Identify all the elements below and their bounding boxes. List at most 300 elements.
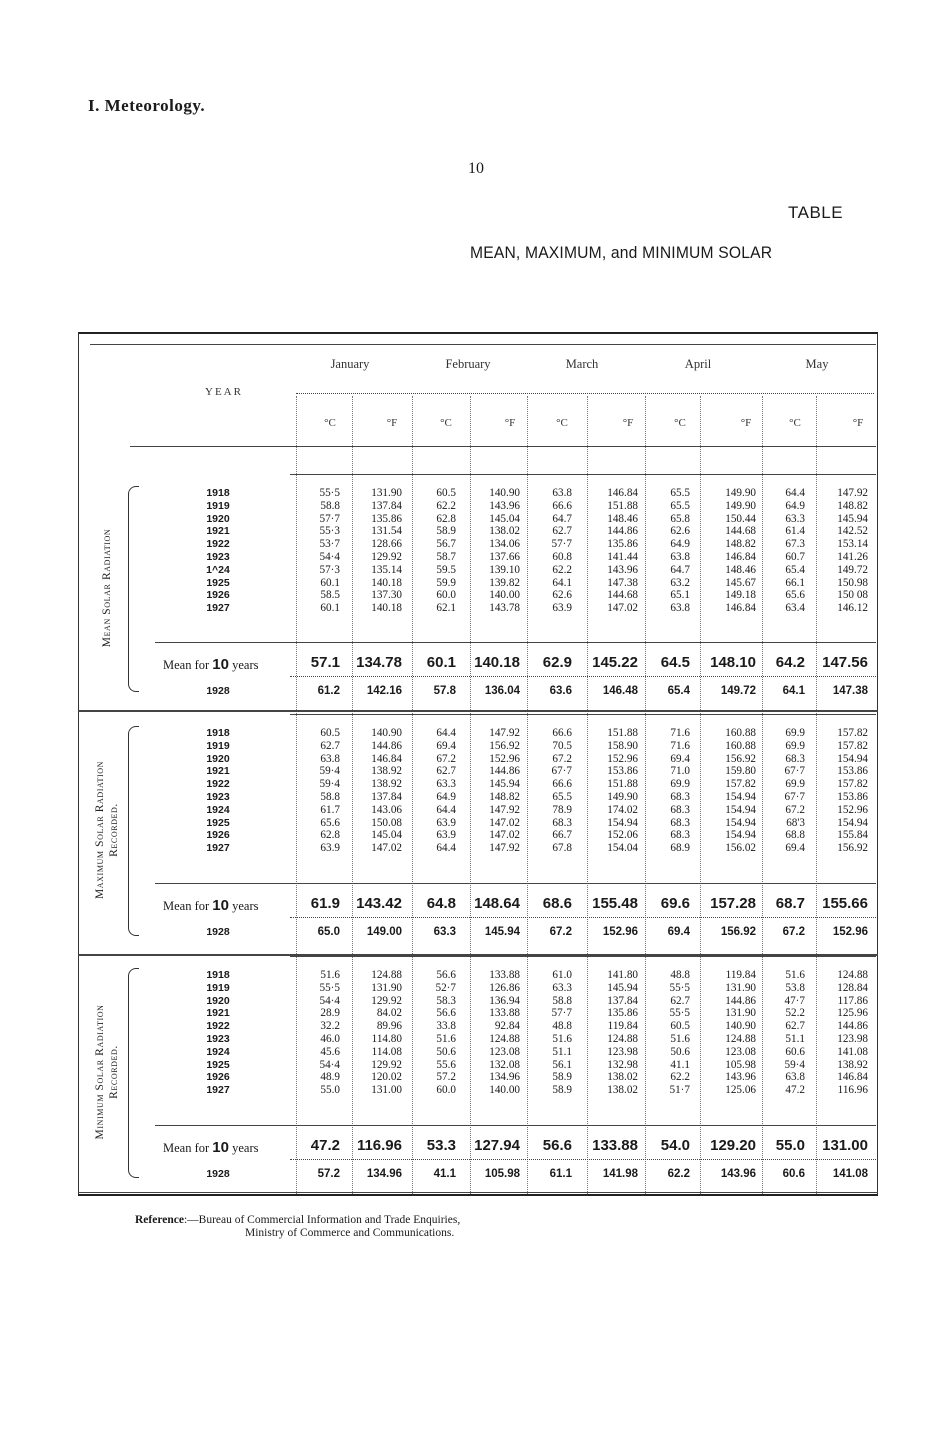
mean-label — [163, 656, 258, 673]
value-cell: 68.3 — [670, 791, 690, 803]
value-cell: 140.90 — [371, 727, 402, 739]
value-cell: 58.5 — [320, 589, 340, 602]
value-cell: 63.8 — [320, 752, 340, 765]
value-cell: 145.04 — [489, 512, 520, 525]
value-cell: 119.84 — [607, 1020, 638, 1033]
value-cell: 51.6 — [436, 1033, 456, 1045]
mean-label-prefix: Mean for — [163, 658, 210, 672]
value-cell: 67.2 — [782, 926, 805, 938]
value-cell: 117.86 — [837, 994, 868, 1007]
year-1928-row — [0, 926, 941, 939]
month-header: March — [565, 357, 599, 371]
year-cell: 1925 — [206, 816, 230, 829]
value-cell: 147.02 — [371, 842, 402, 855]
mean-row — [0, 1137, 941, 1156]
value-cell: 146.48 — [602, 685, 638, 697]
value-cell: 124.88 — [607, 1033, 638, 1045]
mean-value-cell: 69.6 — [660, 895, 690, 912]
value-cell: 140.00 — [489, 1084, 520, 1097]
value-cell: 56.1 — [552, 1058, 572, 1071]
mean-value-cell: 64.2 — [775, 654, 805, 671]
value-cell: 124.88 — [489, 1033, 520, 1045]
value-cell: 145.94 — [489, 778, 520, 791]
value-cell: 67·7 — [784, 765, 805, 778]
value-cell: 120.02 — [371, 1071, 402, 1084]
value-cell: 154.94 — [725, 803, 756, 816]
value-cell: 60.6 — [785, 1045, 805, 1058]
value-cell: 68.3 — [670, 829, 690, 842]
value-cell: 128.84 — [837, 981, 868, 994]
value-cell: 56.7 — [436, 538, 456, 551]
value-cell: 62.8 — [320, 829, 340, 842]
value-cell: 69.9 — [670, 778, 690, 791]
value-cell: 157.82 — [837, 778, 868, 791]
value-cell: 154.94 — [837, 752, 868, 765]
value-cell: 67.3 — [785, 538, 805, 551]
value-cell: 69.9 — [785, 739, 805, 752]
year-cell: 1922 — [206, 778, 230, 791]
value-cell: 62.6 — [670, 525, 690, 538]
value-cell: 60.8 — [552, 551, 572, 563]
mean-value-cell: 60.1 — [426, 654, 456, 671]
mean-value-cell: 131.00 — [822, 1137, 868, 1154]
value-cell: 141.80 — [607, 969, 638, 981]
value-cell: 157.82 — [837, 739, 868, 752]
year-cell: 1919 — [206, 499, 230, 512]
year-cell: 1928 — [206, 1168, 230, 1180]
reference-line-1: :—Bureau of Commercial Information and Trade Enquiries, — [183, 1214, 461, 1226]
value-cell: 48.8 — [552, 1020, 572, 1033]
value-cell: 147.92 — [489, 803, 520, 816]
value-cell: 137.66 — [489, 551, 520, 563]
value-cell: 135.14 — [371, 563, 402, 576]
section-top-rule — [290, 714, 876, 715]
value-cell: 138.92 — [371, 765, 402, 778]
value-cell: 135.86 — [607, 538, 638, 551]
value-cell: 66.7 — [552, 829, 572, 842]
mean-value-cell: 57.1 — [310, 654, 340, 671]
value-cell: 64.1 — [552, 576, 572, 589]
table-row — [0, 970, 941, 981]
table-row — [0, 501, 941, 512]
value-cell: 137.84 — [371, 791, 402, 803]
value-cell: 68'3 — [786, 816, 805, 829]
year-cell: 1924 — [206, 1045, 230, 1058]
table-row — [0, 603, 941, 614]
value-cell: 136.04 — [484, 685, 520, 697]
value-cell: 51.6 — [670, 1033, 690, 1045]
value-cell: 136.94 — [489, 994, 520, 1007]
value-cell: 57.8 — [433, 685, 456, 697]
mean-value-cell: 140.18 — [474, 654, 520, 671]
month-header: May — [805, 357, 829, 371]
table-row — [0, 1008, 941, 1019]
mean-label-suffix: years — [232, 658, 259, 672]
value-cell: 147.92 — [837, 487, 868, 499]
value-cell: 69.9 — [785, 727, 805, 739]
mean-top-rule — [155, 883, 876, 884]
value-cell: 137.30 — [371, 589, 402, 602]
value-cell: 62.7 — [552, 525, 572, 538]
value-cell: 61.1 — [549, 1168, 572, 1180]
value-cell: 51.1 — [785, 1033, 805, 1045]
table-row — [0, 805, 941, 816]
mean-value-cell: 148.64 — [474, 895, 520, 912]
mean-value-cell: 155.66 — [822, 895, 868, 912]
value-cell: 123.98 — [607, 1045, 638, 1058]
value-cell: 154.94 — [725, 829, 756, 842]
value-cell: 148.46 — [725, 563, 756, 576]
mean-value-cell: 47.2 — [310, 1137, 340, 1154]
mean-value-cell: 129.20 — [710, 1137, 756, 1154]
value-cell: 147.02 — [489, 829, 520, 842]
table-row — [0, 1085, 941, 1096]
table-row — [0, 552, 941, 563]
mean-row — [0, 654, 941, 673]
mean-value-cell: 53.3 — [426, 1137, 456, 1154]
value-cell: 144.68 — [607, 589, 638, 602]
value-cell: 147.02 — [607, 602, 638, 615]
value-cell: 68.8 — [785, 829, 805, 842]
mean-value-cell: 145.22 — [592, 654, 638, 671]
value-cell: 66.6 — [552, 778, 572, 791]
value-cell: 154.94 — [725, 816, 756, 829]
table-row — [0, 1072, 941, 1083]
value-cell: 147.38 — [607, 576, 638, 589]
table-row — [0, 565, 941, 576]
value-cell: 62.7 — [436, 765, 456, 778]
value-cell: 119.84 — [725, 969, 756, 981]
value-cell: 65.0 — [317, 926, 340, 938]
unit-header: °C — [674, 417, 686, 429]
value-cell: 89.96 — [376, 1020, 402, 1033]
value-cell: 154.04 — [607, 842, 638, 855]
unit-header: °C — [440, 417, 452, 429]
year-cell: 1925 — [206, 1058, 230, 1071]
value-cell: 61.7 — [320, 803, 340, 816]
table-row — [0, 1060, 941, 1071]
year-1928-row — [0, 685, 941, 698]
value-cell: 55.0 — [320, 1084, 340, 1097]
year-cell: 1925 — [206, 576, 230, 589]
value-cell: 64.4 — [436, 803, 456, 816]
value-cell: 63.8 — [552, 487, 572, 499]
table-row — [0, 514, 941, 525]
value-cell: 60.5 — [670, 1020, 690, 1033]
value-cell: 92.84 — [494, 1020, 520, 1033]
value-cell: 156.92 — [725, 752, 756, 765]
value-cell: 129.92 — [371, 994, 402, 1007]
value-cell: 135.86 — [371, 512, 402, 525]
value-cell: 64.9 — [670, 538, 690, 551]
value-cell: 46.0 — [320, 1033, 340, 1045]
mean-value-cell: 134.78 — [356, 654, 402, 671]
mean-label-prefix: Mean for — [163, 899, 210, 913]
value-cell: 67.2 — [549, 926, 572, 938]
value-cell: 69.4 — [667, 926, 690, 938]
month-header: January — [330, 357, 370, 371]
value-cell: 148.82 — [489, 791, 520, 803]
value-cell: 155.84 — [837, 829, 868, 842]
value-cell: 60.6 — [782, 1168, 805, 1180]
value-cell: 47.2 — [785, 1084, 805, 1097]
value-cell: 64.4 — [436, 727, 456, 739]
value-cell: 71.0 — [670, 765, 690, 778]
value-cell: 146.84 — [725, 602, 756, 615]
value-cell: 123.98 — [837, 1033, 868, 1045]
value-cell: 156.02 — [725, 842, 756, 855]
value-cell: 143.06 — [371, 803, 402, 816]
value-cell: 138.92 — [837, 1058, 868, 1071]
value-cell: 48.9 — [320, 1071, 340, 1084]
value-cell: 148.82 — [837, 499, 868, 512]
value-cell: 138.92 — [371, 778, 402, 791]
value-cell: 58.8 — [552, 994, 572, 1007]
value-cell: 67.8 — [552, 842, 572, 855]
table-row — [0, 996, 941, 1007]
mean-label-prefix: Mean for — [163, 1141, 210, 1155]
year-cell: 1923 — [206, 1033, 230, 1045]
value-cell: 145.67 — [725, 576, 756, 589]
mean-value-cell: 54.0 — [660, 1137, 690, 1154]
value-cell: 64.7 — [552, 512, 572, 525]
value-cell: 56.6 — [436, 1007, 456, 1020]
unit-header: °F — [740, 417, 752, 429]
value-cell: 153.14 — [837, 538, 868, 551]
year-cell: 1923 — [206, 551, 230, 563]
value-cell: 63.2 — [670, 576, 690, 589]
value-cell: 61.4 — [785, 525, 805, 538]
value-cell: 154.94 — [725, 791, 756, 803]
value-cell: 62.2 — [436, 499, 456, 512]
value-cell: 55·5 — [319, 487, 340, 499]
value-cell: 63.9 — [320, 842, 340, 855]
mean-label-number: 10 — [212, 897, 229, 914]
value-cell: 141.98 — [602, 1168, 638, 1180]
value-cell: 60.0 — [436, 589, 456, 602]
month-header: February — [445, 357, 491, 371]
table-row — [0, 779, 941, 790]
value-cell: 105.98 — [484, 1168, 520, 1180]
value-cell: 134.06 — [489, 538, 520, 551]
value-cell: 145.94 — [837, 512, 868, 525]
value-cell: 114.80 — [371, 1033, 402, 1045]
mean-value-cell: 147.56 — [822, 654, 868, 671]
value-cell: 56.6 — [436, 969, 456, 981]
value-cell: 150.98 — [837, 576, 868, 589]
unit-header: °C — [789, 417, 801, 429]
value-cell: 58.7 — [436, 551, 456, 563]
value-cell: 123.08 — [489, 1045, 520, 1058]
value-cell: 129.92 — [371, 1058, 402, 1071]
value-cell: 132.98 — [607, 1058, 638, 1071]
value-cell: 140.18 — [371, 602, 402, 615]
value-cell: 144.86 — [725, 994, 756, 1007]
value-cell: 51·7 — [669, 1084, 690, 1097]
value-cell: 52·7 — [435, 981, 456, 994]
table-bottom-rule — [78, 1192, 878, 1193]
value-cell: 66.1 — [785, 576, 805, 589]
mean-label — [163, 897, 258, 914]
value-cell: 156.92 — [837, 842, 868, 855]
value-cell: 63.3 — [785, 512, 805, 525]
value-cell: 63.6 — [549, 685, 572, 697]
year-cell: 1927 — [206, 602, 230, 615]
reference-note — [135, 1214, 460, 1240]
value-cell: 55·5 — [669, 981, 690, 994]
mean-bottom-rule — [290, 676, 876, 677]
value-cell: 152.06 — [607, 829, 638, 842]
value-cell: 65.4 — [785, 563, 805, 576]
value-cell: 140.90 — [725, 1020, 756, 1033]
value-cell: 152.96 — [602, 926, 638, 938]
value-cell: 131.00 — [371, 1084, 402, 1097]
table-row — [0, 578, 941, 589]
table-row — [0, 728, 941, 739]
value-cell: 71.6 — [670, 739, 690, 752]
value-cell: 68.3 — [785, 752, 805, 765]
value-cell: 60.0 — [436, 1084, 456, 1097]
value-cell: 55·5 — [319, 981, 340, 994]
table-row — [0, 792, 941, 803]
year-cell: 1920 — [206, 994, 230, 1007]
value-cell: 59.9 — [436, 576, 456, 589]
value-cell: 58.9 — [552, 1084, 572, 1097]
value-cell: 134.96 — [366, 1168, 402, 1180]
value-cell: 149.72 — [837, 563, 868, 576]
table-row — [0, 766, 941, 777]
table-row — [0, 526, 941, 537]
value-cell: 148.46 — [607, 512, 638, 525]
value-cell: 57.2 — [436, 1071, 456, 1084]
value-cell: 63.9 — [436, 816, 456, 829]
value-cell: 63.3 — [552, 981, 572, 994]
value-cell: 61.2 — [317, 685, 340, 697]
value-cell: 53.8 — [785, 981, 805, 994]
value-cell: 67.2 — [436, 752, 456, 765]
section-label: Maximum Solar Radiation — [94, 760, 106, 900]
unit-header: °F — [622, 417, 634, 429]
table-row — [0, 818, 941, 829]
value-cell: 67·7 — [551, 765, 572, 778]
value-cell: 160.88 — [725, 739, 756, 752]
value-cell: 141.08 — [832, 1168, 868, 1180]
table-row — [0, 754, 941, 765]
value-cell: 51.1 — [552, 1045, 572, 1058]
value-cell: 62.7 — [320, 739, 340, 752]
value-cell: 67.2 — [552, 752, 572, 765]
value-cell: 64.9 — [785, 499, 805, 512]
mean-value-cell: 127.94 — [474, 1137, 520, 1154]
mean-value-cell: 64.5 — [660, 654, 690, 671]
value-cell: 57·3 — [319, 563, 340, 576]
mean-value-cell: 56.6 — [542, 1137, 572, 1154]
year-cell: 1927 — [206, 1084, 230, 1097]
value-cell: 63.9 — [436, 829, 456, 842]
page-number: 10 — [468, 160, 484, 177]
value-cell: 65.5 — [670, 499, 690, 512]
value-cell: 143.96 — [607, 563, 638, 576]
table-row — [0, 539, 941, 550]
value-cell: 151.88 — [607, 778, 638, 791]
value-cell: 63.4 — [785, 602, 805, 615]
value-cell: 153.86 — [837, 791, 868, 803]
value-cell: 145.04 — [371, 829, 402, 842]
value-cell: 124.88 — [725, 1033, 756, 1045]
value-cell: 132.08 — [489, 1058, 520, 1071]
value-cell: 152.96 — [489, 752, 520, 765]
section-label: Minimum Solar Radiation — [94, 1004, 106, 1140]
mean-value-cell: 155.48 — [592, 895, 638, 912]
header-top-rule — [90, 344, 876, 345]
value-cell: 61.0 — [552, 969, 572, 981]
year-cell: 1926 — [206, 829, 230, 842]
table-row — [0, 488, 941, 499]
value-cell: 60.5 — [320, 727, 340, 739]
header-bottom-rule — [130, 446, 876, 447]
mean-value-cell: 64.8 — [426, 895, 456, 912]
value-cell: 57·7 — [551, 1007, 572, 1020]
value-cell: 143.96 — [725, 1071, 756, 1084]
value-cell: 133.88 — [489, 1007, 520, 1020]
mean-value-cell: 55.0 — [775, 1137, 805, 1154]
value-cell: 129.92 — [371, 551, 402, 563]
value-cell: 156.92 — [489, 739, 520, 752]
value-cell: 147.02 — [489, 816, 520, 829]
unit-header: °C — [324, 417, 336, 429]
value-cell: 141.44 — [607, 551, 638, 563]
value-cell: 140.18 — [371, 576, 402, 589]
value-cell: 66.6 — [552, 499, 572, 512]
value-cell: 59·4 — [784, 1058, 805, 1071]
table-word: TABLE — [788, 203, 844, 222]
value-cell: 153.86 — [607, 765, 638, 778]
value-cell: 71.6 — [670, 727, 690, 739]
section-heading: I. Meteorology. — [88, 96, 206, 115]
value-cell: 151.88 — [607, 499, 638, 512]
value-cell: 139.10 — [489, 563, 520, 576]
value-cell: 138.02 — [489, 525, 520, 538]
value-cell: 65.6 — [785, 589, 805, 602]
value-cell: 28.9 — [320, 1007, 340, 1020]
mean-label-number: 10 — [212, 656, 229, 673]
value-cell: 55·3 — [319, 525, 340, 538]
value-cell: 148.82 — [725, 538, 756, 551]
value-cell: 143.96 — [489, 499, 520, 512]
value-cell: 62.2 — [552, 563, 572, 576]
year-cell: 1918 — [206, 487, 230, 499]
value-cell: 144.86 — [837, 1020, 868, 1033]
reference-label: Reference — [135, 1214, 184, 1226]
mean-value-cell: 157.28 — [710, 895, 756, 912]
table-row — [0, 843, 941, 854]
value-cell: 147.92 — [489, 727, 520, 739]
value-cell: 64.4 — [436, 842, 456, 855]
value-cell: 45.6 — [320, 1045, 340, 1058]
value-cell: 146.84 — [837, 1071, 868, 1084]
value-cell: 58.9 — [552, 1071, 572, 1084]
value-cell: 63.8 — [785, 1071, 805, 1084]
value-cell: 59·4 — [319, 765, 340, 778]
year-cell: 1921 — [206, 765, 230, 778]
value-cell: 48.8 — [670, 969, 690, 981]
mean-value-cell: 68.7 — [775, 895, 805, 912]
table-row — [0, 1047, 941, 1058]
table-row — [0, 1034, 941, 1045]
section-label: Mean Solar Radiation — [101, 528, 113, 648]
value-cell: 133.88 — [489, 969, 520, 981]
value-cell: 65.8 — [670, 512, 690, 525]
